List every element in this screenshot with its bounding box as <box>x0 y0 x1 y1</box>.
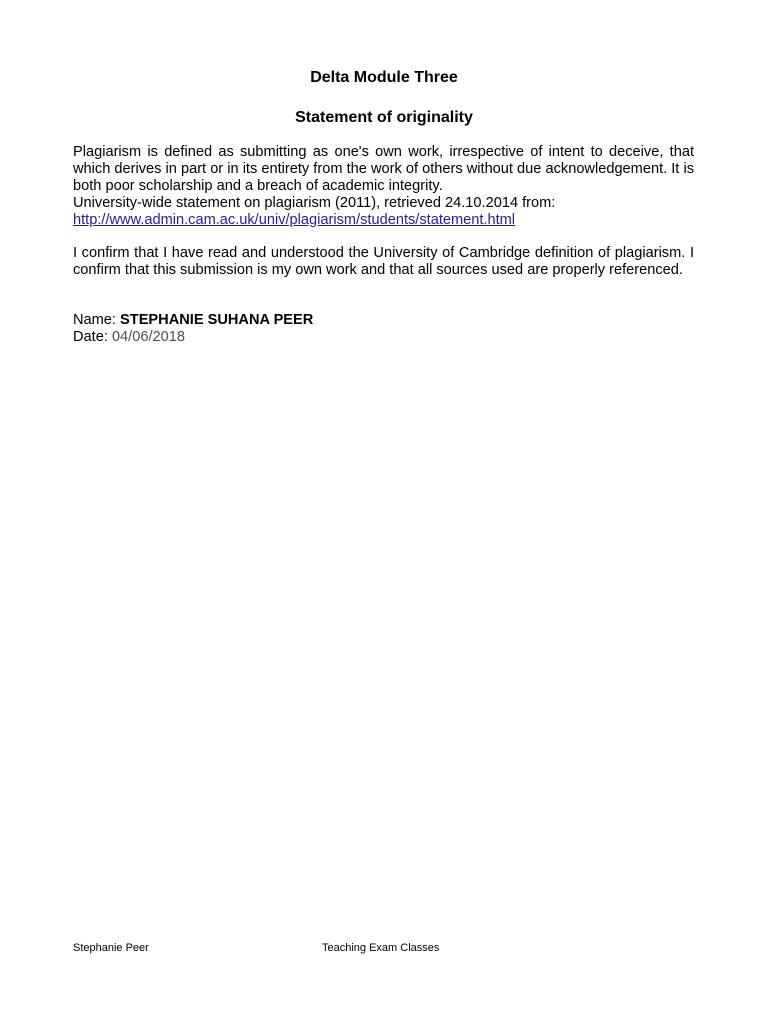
date-value: 04/06/2018 <box>111 329 185 345</box>
document-subtitle: Statement of originality <box>295 109 473 126</box>
date-label: Date: <box>73 329 112 345</box>
confirmation-text: I confirm that I have read and understood the University of Cambridge definition of plagiarism. I confirm that this submission is my own work and that all sources used are properly referenced. <box>73 245 694 278</box>
name-value: STEPHANIE SUHANA PEER <box>120 312 314 328</box>
date-line <box>73 329 185 346</box>
plagiarism-statement-link[interactable]: http://www.admin.cam.ac.uk/univ/plagiarism/students/statement.html <box>73 212 516 228</box>
document-title: Delta Module Three <box>310 69 458 86</box>
footer-author: Stephanie Peer <box>73 942 149 954</box>
name-line <box>73 312 313 329</box>
footer-course: Teaching Exam Classes <box>322 942 440 954</box>
plagiarism-definition-block <box>73 144 694 229</box>
citation-text: University-wide statement on plagiarism (2011), retrieved 24.10.2014 from: <box>73 195 556 211</box>
name-label: Name: <box>73 312 121 328</box>
plagiarism-definition-text: Plagiarism is defined as submitting as one's own work, irrespective of intent to deceive, that which derives in part or in its entirety from the work of others without due acknowledgement. It is both poor scholarship and a breach of academic integrity. <box>73 144 694 194</box>
